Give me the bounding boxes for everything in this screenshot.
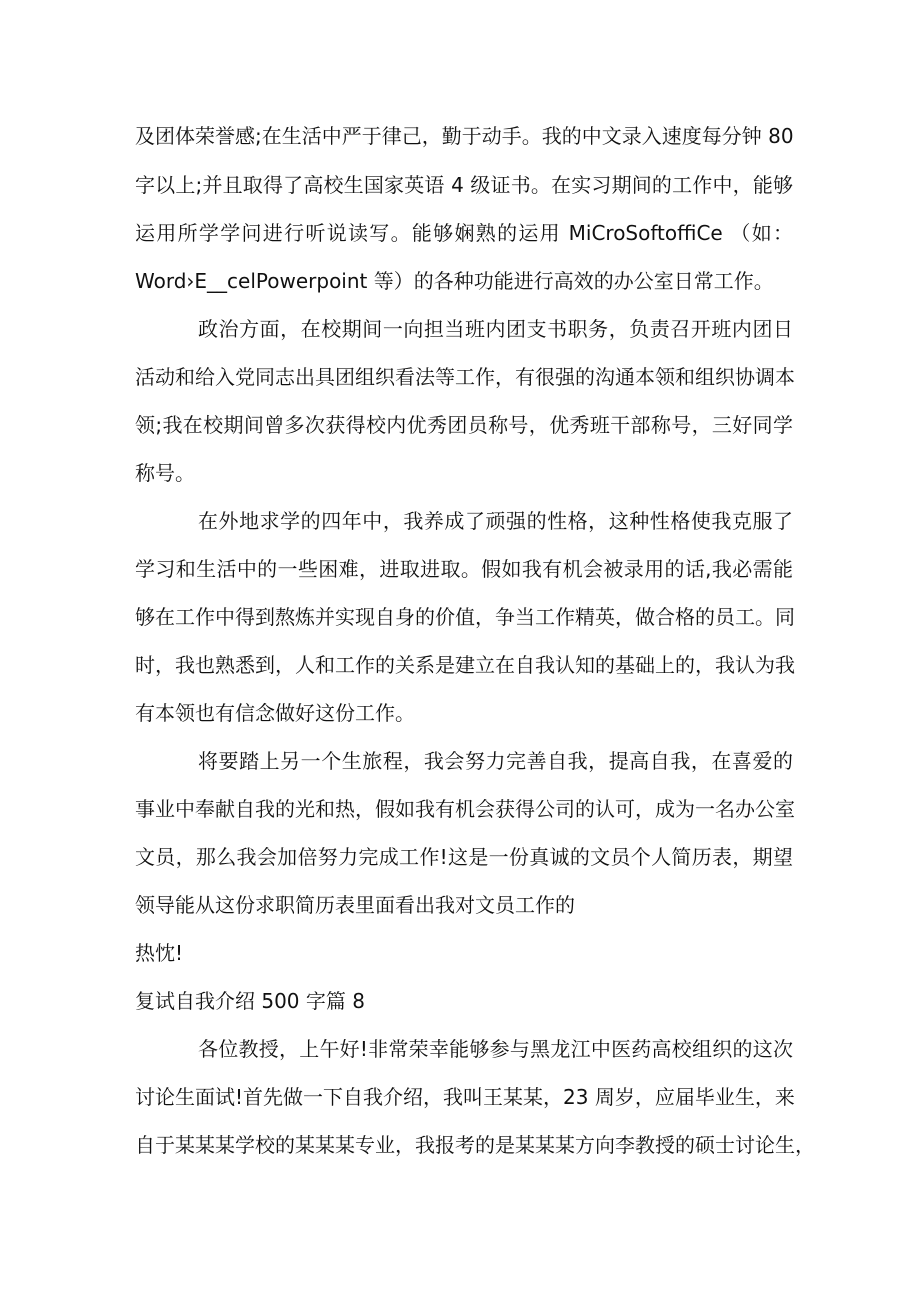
text-line: 自于某某某学校的某某某专业，我报考的是某某某方向李教授的硕士讨论生， bbox=[135, 1133, 815, 1157]
text-line: 事业中奉献自我的光和热，假如我有机会获得公司的认可，成为一名办公室 bbox=[135, 797, 795, 821]
text-line: 够在工作中得到熬炼并实现自身的价值，争当工作精英，做合格的员工。同 bbox=[135, 605, 795, 629]
text-line: 运用所学学问进行听说读写。能够娴熟的运用 MiCroSoftoffiCe （如： bbox=[135, 221, 793, 245]
text-line: 活动和给入党同志出具团组织看法等工作，有很强的沟通本领和组织协调本 bbox=[135, 365, 795, 389]
text-line: 字以上;并且取得了高校生国家英语 4 级证书。在实习期间的工作中，能够 bbox=[135, 173, 793, 197]
text-line: 文员，那么我会加倍努力完成工作!这是一份真诚的文员个人简历表，期望 bbox=[135, 845, 793, 869]
text-line: Word›E__celPowerpoint 等）的各种功能进行高效的办公室日常工作。 bbox=[135, 269, 774, 293]
text-line: 领导能从这份求职简历表里面看出我对文员工作的 bbox=[135, 893, 575, 917]
text-line: 政治方面，在校期间一向担当班内团支书职务，负责召开班内团日 bbox=[198, 317, 793, 341]
text-line: 各位教授，上午好!非常荣幸能够参与黑龙江中医药高校组织的这次 bbox=[198, 1037, 793, 1061]
text-line: 讨论生面试!首先做一下自我介绍，我叫王某某，23 周岁，应届毕业生，来 bbox=[135, 1085, 795, 1109]
section-heading: 复试自我介绍 500 字篇 8 bbox=[135, 989, 365, 1013]
text-line: 时，我也熟悉到，人和工作的关系是建立在自我认知的基础上的，我认为我 bbox=[135, 653, 795, 677]
text-line: 及团体荣誉感;在生活中严于律己，勤于动手。我的中文录入速度每分钟 80 bbox=[135, 124, 794, 148]
text-line: 热忱! bbox=[135, 941, 184, 965]
text-line: 在外地求学的四年中，我养成了顽强的性格，这种性格使我克服了 bbox=[198, 509, 793, 533]
text-line: 学习和生活中的一些困难，进取进取。假如我有机会被录用的话,我必需能 bbox=[135, 557, 793, 581]
text-line: 称号。 bbox=[135, 461, 195, 485]
text-line: 领;我在校期间曾多次获得校内优秀团员称号，优秀班干部称号，三好同学 bbox=[135, 413, 793, 437]
text-line: 有本领也有信念做好这份工作。 bbox=[135, 701, 415, 725]
text-line: 将要踏上另一个生旅程，我会努力完善自我，提高自我，在喜爱的 bbox=[198, 749, 793, 773]
